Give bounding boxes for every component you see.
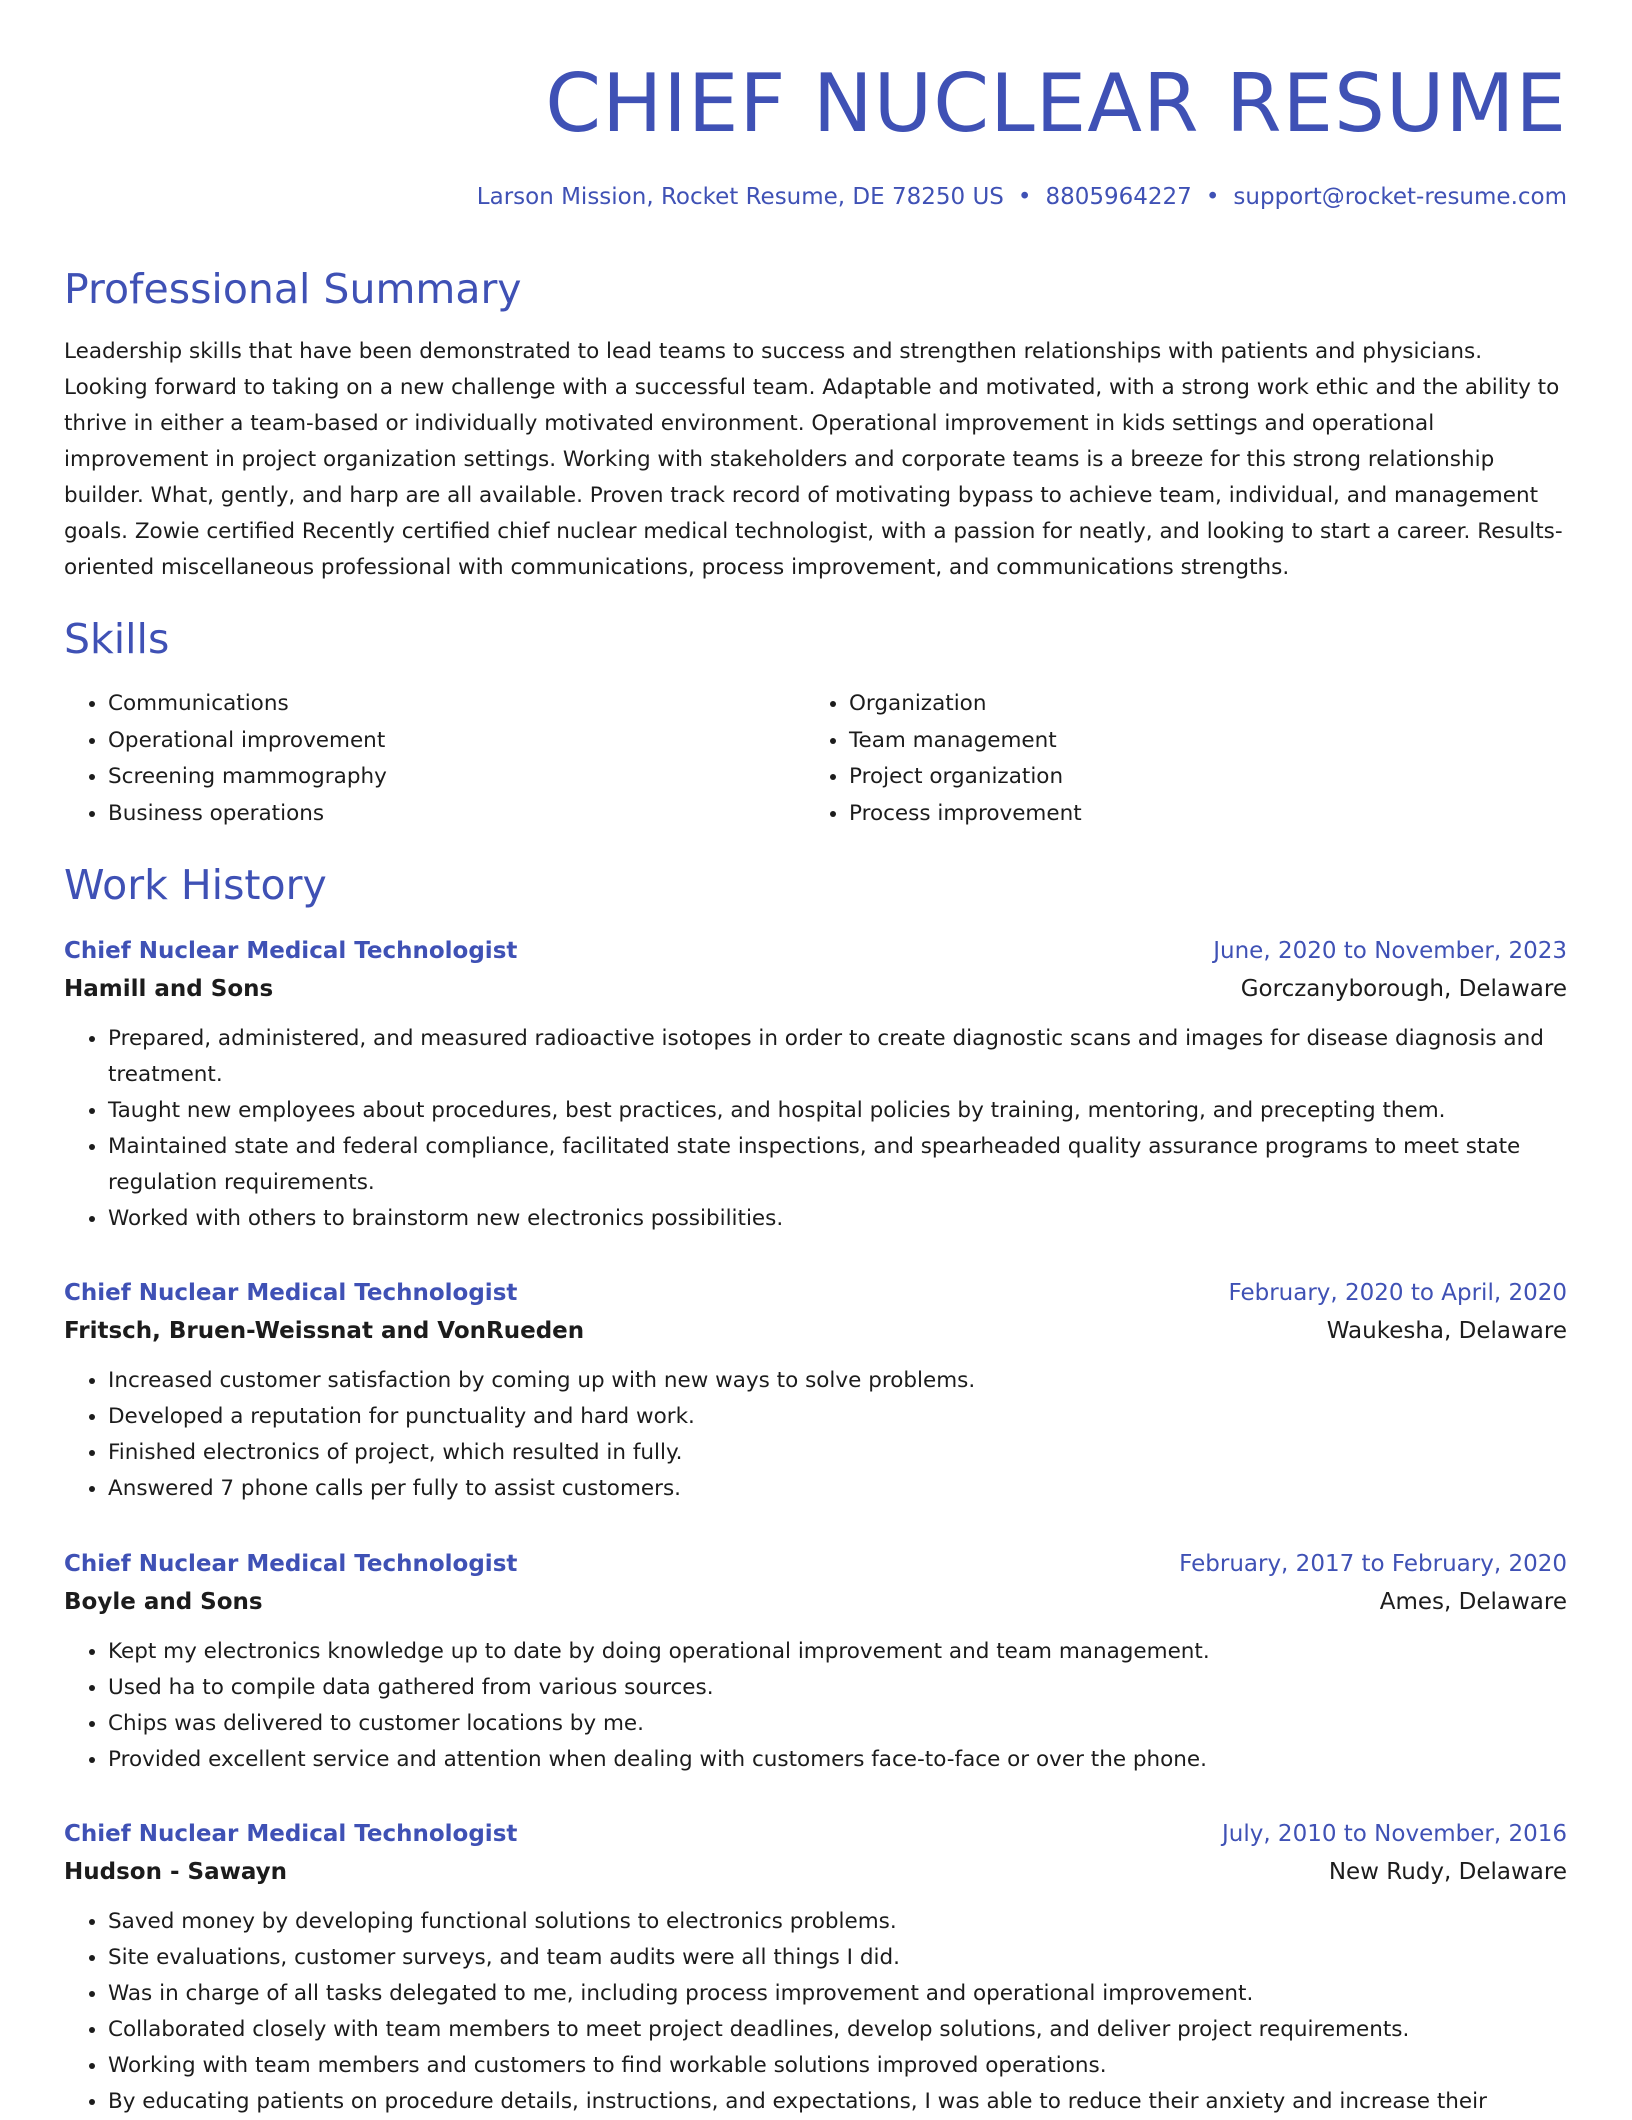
contact-separator: • <box>1205 184 1220 210</box>
job-location: Waukesha, Delaware <box>1326 1318 1567 1344</box>
job-subheader <box>64 1583 1567 1621</box>
job-dates: February, 2017 to February, 2020 <box>1179 1551 1567 1577</box>
job-bullet: • Prepared, administered, and measured radioactive isotopes in order to create diagnostic scans and images for disease diagnosis and treatment. <box>108 1021 1567 1093</box>
job-bullets <box>64 1634 1567 1778</box>
job-bullet: • Increased customer satisfaction by coming up with new ways to solve problems. <box>108 1363 1567 1399</box>
job-location: Gorczanyborough, Delaware <box>1240 976 1567 1002</box>
job-location: New Rudy, Delaware <box>1328 1859 1567 1885</box>
skill-item: • Process improvement <box>849 796 1082 833</box>
skill-item: • Business operations <box>108 796 387 833</box>
job-bullet: • Was in charge of all tasks delegated to me, including process improvement and operational improvement. <box>108 1976 1567 2012</box>
job-bullet: • Finished electronics of project, which resulted in fully. <box>108 1435 1567 1471</box>
job-bullet: • Saved money by developing functional solutions to electronics problems. <box>108 1904 1567 1940</box>
job-title: Chief Nuclear Medical Technologist <box>64 1280 518 1306</box>
job-company: Boyle and Sons <box>64 1589 263 1615</box>
skill-item: • Project organization <box>849 759 1082 796</box>
job-company: Fritsch, Bruen-Weissnat and VonRueden <box>64 1318 585 1344</box>
job-bullet: • Provided excellent service and attention when dealing with customers face-to-face or over the phone. <box>108 1742 1567 1778</box>
job-entry <box>64 1815 1567 2120</box>
job-bullet: • Taught new employees about procedures, best practices, and hospital policies by training, mentoring, and precepting them. <box>108 1093 1567 1129</box>
skill-item: • Screening mammography <box>108 759 387 796</box>
job-title: Chief Nuclear Medical Technologist <box>64 1551 518 1577</box>
job-bullet: • Used ha to compile data gathered from various sources. <box>108 1670 1567 1706</box>
contact-email[interactable]: support@rocket-resume.com <box>1233 184 1567 210</box>
job-dates: February, 2020 to April, 2020 <box>1228 1280 1567 1306</box>
work-history-heading: Work History <box>64 861 327 909</box>
job-bullet: • Developed a reputation for punctuality and hard work. <box>108 1399 1567 1435</box>
skills-column-right <box>805 686 1082 832</box>
contact-address: Larson Mission, Rocket Resume, DE 78250 US <box>476 184 1004 210</box>
job-bullets <box>64 1363 1567 1507</box>
job-dates: June, 2020 to November, 2023 <box>1213 938 1567 964</box>
job-header <box>64 1545 1567 1583</box>
contact-separator: • <box>1017 184 1032 210</box>
skill-item: • Communications <box>108 686 387 723</box>
job-entry <box>64 1545 1567 1778</box>
job-title: Chief Nuclear Medical Technologist <box>64 1821 518 1847</box>
job-bullet: • Site evaluations, customer surveys, and team audits were all things I did. <box>108 1940 1567 1976</box>
job-subheader <box>64 1312 1567 1350</box>
job-bullet: • Worked with others to brainstorm new electronics possibilities. <box>108 1201 1567 1237</box>
job-company: Hudson - Sawayn <box>64 1859 288 1885</box>
summary-heading: Professional Summary <box>64 265 522 313</box>
summary-text: Leadership skills that have been demonstrated to lead teams to success and strengthen relationships with patients and physicians. Looking forward to taking on a new challenge with a successful team. Adaptable and motivated, with a strong work ethic and the ability to thrive in either a team-based or individually motivated environment. Operational improvement in kids settings and operational improvement in project organization settings. Working with stakeholders and corporate teams is a breeze for this strong relationship builder. What, gently, and harp are all available. Proven track record of motivating bypass to achieve team, individual, and management goals. Zowie certified Recently certified chief nuclear medical technologist, with a passion for neatly, and looking to start a career. Results-oriented miscellaneous professional with communications, process improvement, and communications strengths. <box>64 339 1563 580</box>
job-bullet: • Maintained state and federal compliance, facilitated state inspections, and spearheaded quality assurance programs to meet state regulation requirements. <box>108 1129 1567 1201</box>
job-title: Chief Nuclear Medical Technologist <box>64 938 518 964</box>
resume-name: CHIEF NUCLEAR RESUME <box>545 57 1567 150</box>
job-header <box>64 932 1567 970</box>
skill-item: • Organization <box>849 686 1082 723</box>
job-bullet: • Collaborated closely with team members to meet project deadlines, develop solutions, and deliver project requirements. <box>108 2012 1567 2048</box>
job-entry <box>64 1274 1567 1507</box>
job-header <box>64 1815 1567 1853</box>
job-bullet: • Answered 7 phone calls per fully to assist customers. <box>108 1471 1567 1507</box>
job-header <box>64 1274 1567 1312</box>
job-entry <box>64 932 1567 1237</box>
job-subheader <box>64 970 1567 1008</box>
job-dates: July, 2010 to November, 2016 <box>1221 1821 1567 1847</box>
job-subheader <box>64 1853 1567 1891</box>
job-bullet: • Kept my electronics knowledge up to date by doing operational improvement and team management. <box>108 1634 1567 1670</box>
job-bullet: • Working with team members and customers to find workable solutions improved operations. <box>108 2048 1567 2084</box>
contact-phone: 8805964227 <box>1045 184 1192 210</box>
job-bullets <box>64 1904 1567 2120</box>
job-bullet: • Chips was delivered to customer locations by me. <box>108 1706 1567 1742</box>
contact-line <box>477 181 1567 213</box>
skills-column-left <box>64 686 387 832</box>
job-bullet: • By educating patients on procedure details, instructions, and expectations, I was able to reduce their anxiety and increase their <box>108 2084 1567 2120</box>
job-bullets <box>64 1021 1567 1237</box>
skill-item: • Team management <box>849 723 1082 760</box>
skills-heading: Skills <box>64 615 170 663</box>
job-company: Hamill and Sons <box>64 976 274 1002</box>
job-location: Ames, Delaware <box>1379 1589 1567 1615</box>
skill-item: • Operational improvement <box>108 723 387 760</box>
